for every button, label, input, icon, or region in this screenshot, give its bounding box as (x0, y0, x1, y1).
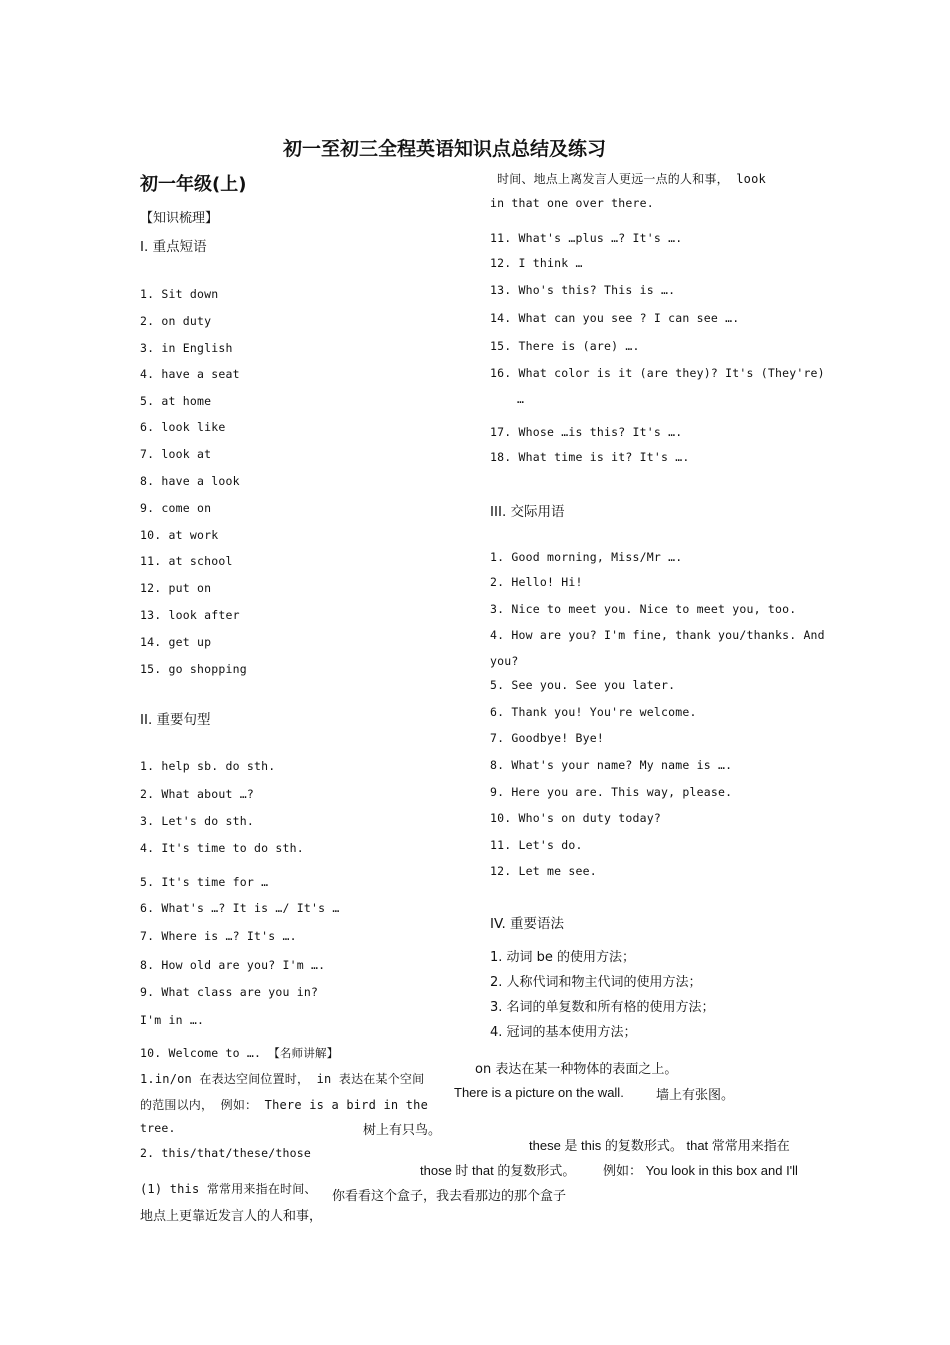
note-line: 墙上有张图。 (656, 1088, 735, 1103)
note-line: 2. this/that/these/those (140, 1146, 311, 1160)
section-phrases-heading: I. 重点短语 (140, 239, 207, 255)
list-item: 10. Who's on duty today? (490, 811, 661, 825)
note-line: those 时 that 的复数形式。 (420, 1163, 576, 1178)
note-line: 的范围以内， 例如： There is a bird in the (140, 1098, 428, 1112)
list-item: 1. 动词 be 的使用方法； (490, 950, 636, 965)
page-title: 初一至初三全程英语知识点总结及练习 (283, 138, 607, 160)
list-item: 11. Let's do. (490, 838, 583, 852)
note-line: tree. (140, 1121, 176, 1135)
list-item: … (517, 392, 525, 406)
list-item: 6. Thank you! You're welcome. (490, 705, 697, 719)
list-item: 1. Good morning, Miss/Mr …. (490, 550, 683, 564)
list-item: 7. look at (140, 447, 212, 461)
list-item: 11. What's …plus …? It's …. (490, 231, 683, 245)
section-sentences-heading: II. 重要句型 (140, 712, 211, 728)
list-item: 8. How old are you? I'm …. (140, 958, 326, 972)
note-line: these 是 this 的复数形式。 that 常常用来指在 (529, 1138, 790, 1153)
note-line: (1) this 常常用来指在时间、 (140, 1182, 317, 1196)
note-line: There is a picture on the wall. (454, 1085, 624, 1100)
list-item: 11. at school (140, 554, 233, 568)
list-item: 8. have a look (140, 474, 240, 488)
list-item: 16. What color is it (are they)? It's (They're) (490, 366, 825, 380)
list-item: 13. Who's this? This is …. (490, 283, 676, 297)
list-item: 9. Here you are. This way, please. (490, 785, 733, 799)
list-item: 5. It's time for … (140, 875, 269, 889)
list-item: 10. Welcome to …. 【名师讲解】 (140, 1046, 339, 1060)
list-item: 1. help sb. do sth. (140, 759, 276, 773)
list-item: 13. look after (140, 608, 240, 622)
list-item: 5. at home (140, 394, 212, 408)
list-item: 14. What can you see ? I can see …. (490, 311, 740, 325)
grade-heading: 初一年级(上) (140, 174, 247, 195)
note-line: 例如： You look in this box and I'll (603, 1163, 798, 1178)
list-item: 6. What's …? It is …/ It's … (140, 901, 340, 915)
list-item: 3. Nice to meet you. Nice to meet you, too. (490, 602, 797, 616)
note-line: 地点上更靠近发言人的人和事， (140, 1209, 323, 1224)
note-line: 1.in/on 在表达空间位置时， in 表达在某个空间 (140, 1072, 425, 1086)
list-item: 4. How are you? I'm fine, thank you/thanks. And (490, 628, 825, 642)
section-expressions-heading: III. 交际用语 (490, 504, 565, 520)
list-item: 2. on duty (140, 314, 212, 328)
list-item: 9. What class are you in? (140, 985, 319, 999)
list-item: 2. 人称代词和物主代词的使用方法； (490, 975, 702, 990)
list-item: 12. put on (140, 581, 212, 595)
note-line: in that one over there. (490, 196, 654, 210)
list-item: 10. at work (140, 528, 219, 542)
list-item: 8. What's your name? My name is …. (490, 758, 733, 772)
list-item: 6. look like (140, 420, 226, 434)
list-item: 4. 冠词的基本使用方法； (490, 1025, 637, 1040)
note-line: 树上有只鸟。 (363, 1123, 442, 1138)
list-item: 9. come on (140, 501, 212, 515)
note-line: 时间、地点上离发言人更远一点的人和事， look (497, 172, 766, 186)
list-item: 15. go shopping (140, 662, 247, 676)
list-item: 3. in English (140, 341, 233, 355)
list-item: 15. There is (are) …. (490, 339, 640, 353)
note-line: 你看看这个盒子，我去看那边的那个盒子 (332, 1189, 567, 1204)
list-item: 14. get up (140, 635, 212, 649)
list-item: 17. Whose …is this? It's …. (490, 425, 683, 439)
list-item: 2. What about …? (140, 787, 254, 801)
section-grammar-heading: IV. 重要语法 (490, 916, 565, 932)
note-line: on 表达在某一种物体的表面之上。 (475, 1062, 678, 1077)
list-item: 5. See you. See you later. (490, 678, 676, 692)
list-item: you? (490, 654, 519, 668)
list-item: 12. I think … (490, 256, 583, 270)
section-knowledge-heading: 【知识梳理】 (140, 211, 219, 226)
list-item: I'm in …. (140, 1013, 205, 1027)
list-item: 1. Sit down (140, 287, 219, 301)
list-item: 12. Let me see. (490, 864, 597, 878)
list-item: 2. Hello! Hi! (490, 575, 583, 589)
list-item: 4. It's time to do sth. (140, 841, 304, 855)
list-item: 7. Where is …? It's …. (140, 929, 297, 943)
list-item: 3. 名词的单复数和所有格的使用方法； (490, 1000, 715, 1015)
list-item: 4. have a seat (140, 367, 240, 381)
list-item: 18. What time is it? It's …. (490, 450, 690, 464)
list-item: 7. Goodbye! Bye! (490, 731, 604, 745)
list-item: 3. Let's do sth. (140, 814, 254, 828)
